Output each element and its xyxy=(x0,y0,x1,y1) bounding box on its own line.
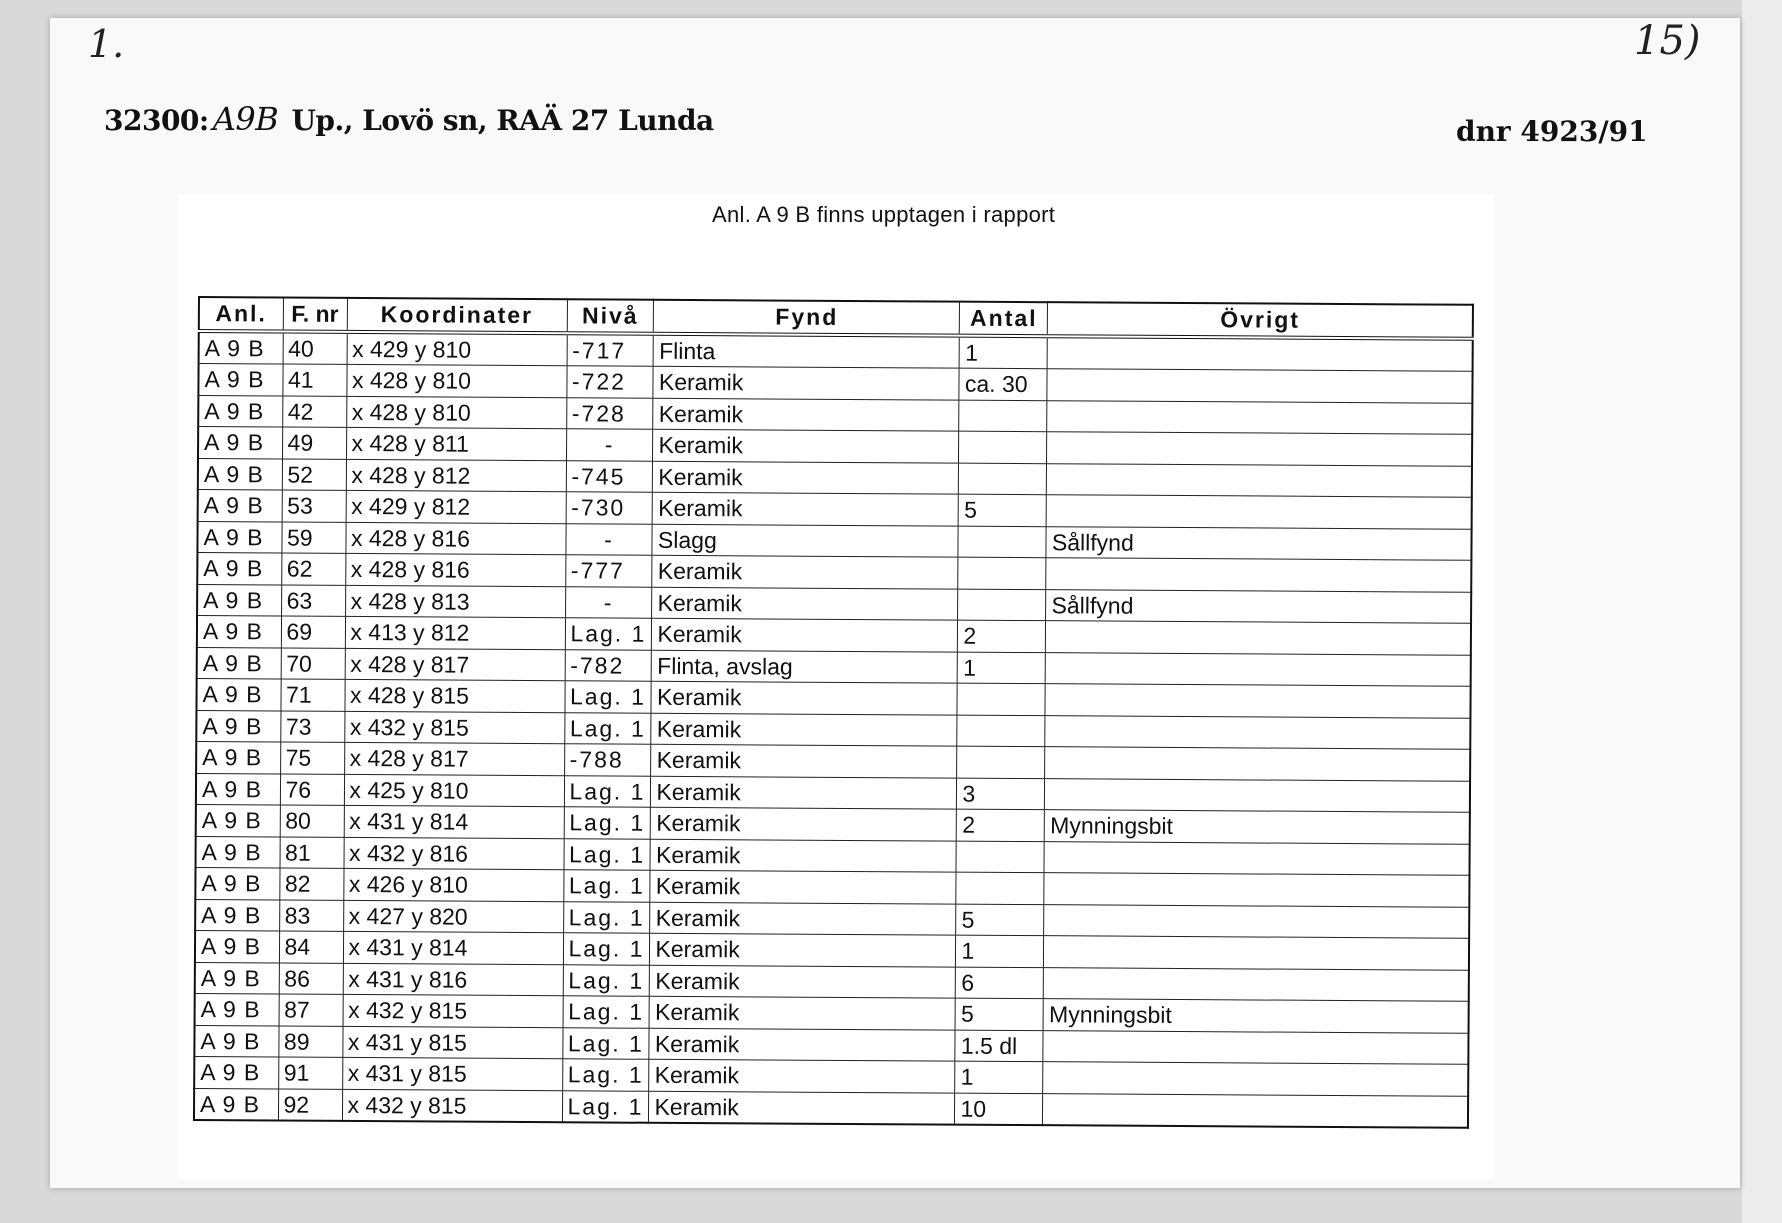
cell-anl: A 9 B xyxy=(198,427,282,459)
cell-ovrigt xyxy=(1045,715,1470,749)
cell-ovrigt xyxy=(1044,967,1469,1001)
header-fynd: Fynd xyxy=(654,300,960,335)
cell-antal: 5 xyxy=(956,904,1044,936)
cell-ovrigt xyxy=(1048,336,1473,372)
cell-antal: 1 xyxy=(958,652,1046,684)
cell-fnr: 75 xyxy=(280,742,344,774)
cell-koordinater: x 428 y 813 xyxy=(345,585,565,618)
cell-anl: A 9 B xyxy=(197,521,281,553)
cell-antal xyxy=(958,557,1046,589)
table-body xyxy=(194,331,1473,1128)
cell-fynd: Flinta xyxy=(654,333,960,368)
cell-koordinater: x 426 y 810 xyxy=(343,868,563,901)
cell-antal: 2 xyxy=(957,809,1045,841)
cell-ovrigt: Sållfynd xyxy=(1046,589,1471,623)
cell-antal: 2 xyxy=(958,620,1046,652)
table-row xyxy=(194,1088,1468,1128)
cell-fynd: Keramik xyxy=(653,429,959,462)
cell-antal xyxy=(958,589,1046,621)
header-niva: Nivå xyxy=(567,299,654,333)
cell-koordinater: x 428 y 812 xyxy=(346,459,566,492)
cell-antal xyxy=(959,400,1047,432)
cell-ovrigt xyxy=(1046,558,1471,592)
handwritten-page-number: 15) xyxy=(1634,18,1701,64)
cell-fynd: Keramik xyxy=(652,555,958,588)
cell-antal: ca. 30 xyxy=(959,368,1047,400)
cell-fynd: Keramik xyxy=(651,713,957,746)
cell-fynd: Keramik xyxy=(653,492,959,525)
cell-fynd: Keramik xyxy=(653,366,959,399)
cell-ovrigt xyxy=(1044,841,1469,875)
cell-niva: Lag. 1 xyxy=(563,964,650,996)
cell-ovrigt xyxy=(1047,463,1472,497)
cell-fnr: 40 xyxy=(283,331,347,364)
cell-anl: A 9 B xyxy=(196,836,280,868)
cell-fnr: 76 xyxy=(280,774,344,806)
cell-ovrigt xyxy=(1045,684,1470,718)
cell-fynd: Keramik xyxy=(653,398,959,431)
cell-fnr: 91 xyxy=(278,1057,342,1089)
cell-fnr: 63 xyxy=(281,585,345,617)
cell-ovrigt xyxy=(1043,1030,1468,1064)
cell-koordinater: x 429 y 812 xyxy=(346,490,566,523)
cell-fynd: Keramik xyxy=(651,776,957,809)
cell-anl: A 9 B xyxy=(195,993,279,1025)
cell-niva: Lag. 1 xyxy=(563,901,650,933)
cell-fnr: 70 xyxy=(281,648,345,680)
handwritten-annotation: A9B xyxy=(212,100,279,138)
cell-fnr: 84 xyxy=(279,931,343,963)
cell-ovrigt xyxy=(1045,747,1470,781)
cell-fynd: Keramik xyxy=(650,839,956,872)
cell-fnr: 86 xyxy=(279,963,343,995)
dnr-reference: dnr 4923/91 xyxy=(1456,115,1648,148)
header-anl: Anl. xyxy=(199,297,283,331)
cell-antal xyxy=(959,463,1047,495)
header-antal: Antal xyxy=(960,302,1048,336)
cell-koordinater: x 427 y 820 xyxy=(343,900,563,933)
handwritten-item-number: 1. xyxy=(88,22,125,66)
cell-ovrigt xyxy=(1046,652,1471,686)
cell-niva: - xyxy=(566,429,653,461)
cell-fnr: 82 xyxy=(279,868,343,900)
cell-koordinater: x 432 y 816 xyxy=(344,837,564,870)
cell-koordinater: x 429 y 810 xyxy=(347,331,567,365)
cell-fnr: 42 xyxy=(282,396,346,428)
cell-koordinater: x 431 y 815 xyxy=(342,1057,562,1090)
header-fnr: F. nr xyxy=(283,298,347,332)
cell-niva: Lag. 1 xyxy=(564,807,651,839)
cell-fnr: 92 xyxy=(278,1089,342,1121)
cell-fnr: 71 xyxy=(280,679,344,711)
cell-fynd: Slagg xyxy=(652,524,958,557)
cell-niva: Lag. 1 xyxy=(563,996,650,1028)
cell-ovrigt xyxy=(1047,400,1472,434)
cell-niva: Lag. 1 xyxy=(562,1027,649,1059)
cell-anl: A 9 B xyxy=(194,1025,278,1057)
cell-fnr: 87 xyxy=(279,994,343,1026)
cell-ovrigt xyxy=(1047,495,1472,529)
card-heading xyxy=(104,100,714,138)
cell-antal: 1 xyxy=(956,935,1044,967)
cell-anl: A 9 B xyxy=(197,616,281,648)
cell-anl: A 9 B xyxy=(195,867,279,899)
finds-table xyxy=(193,296,1474,1129)
cell-niva: -788 xyxy=(564,744,651,776)
cell-anl: A 9 B xyxy=(195,930,279,962)
cell-antal xyxy=(959,431,1047,463)
cell-fynd: Keramik xyxy=(649,996,955,1029)
cell-fynd: Keramik xyxy=(650,965,956,998)
heading-title: Up., Lovö sn, RAÄ 27 Lunda xyxy=(291,104,714,137)
cell-fnr: 80 xyxy=(280,805,344,837)
cell-niva: - xyxy=(565,523,652,555)
cell-fynd: Keramik xyxy=(649,1028,955,1061)
cell-anl: A 9 B xyxy=(194,1056,278,1088)
cell-anl: A 9 B xyxy=(194,1088,278,1121)
cell-ovrigt: Sållfynd xyxy=(1046,526,1471,560)
cell-koordinater: x 425 y 810 xyxy=(344,774,564,807)
cell-koordinater: x 428 y 810 xyxy=(346,396,566,429)
cell-fynd: Flinta, avslag xyxy=(652,650,958,683)
cell-fynd: Keramik xyxy=(652,618,958,651)
cell-koordinater: x 428 y 811 xyxy=(346,427,566,460)
cell-antal: 6 xyxy=(956,967,1044,999)
cell-antal: 1.5 dl xyxy=(955,1030,1043,1062)
cell-antal: 1 xyxy=(955,1061,1043,1093)
cell-koordinater: x 432 y 815 xyxy=(342,1089,562,1122)
cell-ovrigt xyxy=(1044,936,1469,970)
cell-fynd: Keramik xyxy=(651,681,957,714)
cell-anl: A 9 B xyxy=(196,678,280,710)
cell-fnr: 49 xyxy=(282,427,346,459)
cell-niva: Lag. 1 xyxy=(564,681,651,713)
sheet-caption: Anl. A 9 B finns upptagen i rapport xyxy=(712,202,1056,227)
cell-fynd: Keramik xyxy=(652,587,958,620)
cell-koordinater: x 428 y 810 xyxy=(346,364,566,397)
cell-antal xyxy=(957,683,1045,715)
background-edge xyxy=(1742,0,1782,1223)
cell-koordinater: x 432 y 815 xyxy=(344,711,564,744)
cell-fnr: 83 xyxy=(279,900,343,932)
cell-niva: Lag. 1 xyxy=(564,838,651,870)
cell-anl: A 9 B xyxy=(198,395,282,427)
cell-anl: A 9 B xyxy=(198,490,282,522)
cell-niva: -782 xyxy=(565,649,652,681)
cell-antal xyxy=(957,715,1045,747)
cell-antal xyxy=(957,746,1045,778)
header-ovrigt: Övrigt xyxy=(1048,302,1473,338)
cell-ovrigt xyxy=(1043,1093,1468,1128)
cell-ovrigt: Mynningsbit xyxy=(1043,999,1468,1033)
cell-koordinater: x 431 y 815 xyxy=(342,1026,562,1059)
cell-koordinater: x 428 y 816 xyxy=(345,522,565,555)
cell-anl: A 9 B xyxy=(195,899,279,931)
cell-fnr: 41 xyxy=(282,364,346,396)
cell-anl: A 9 B xyxy=(196,773,280,805)
cell-fnr: 52 xyxy=(282,459,346,491)
cell-koordinater: x 431 y 814 xyxy=(343,931,563,964)
cell-ovrigt xyxy=(1047,432,1472,466)
cell-antal xyxy=(958,526,1046,558)
cell-anl: A 9 B xyxy=(197,553,281,585)
cell-niva: Lag. 1 xyxy=(563,933,650,965)
cell-koordinater: x 431 y 814 xyxy=(344,805,564,838)
cell-anl: A 9 B xyxy=(196,741,280,773)
cell-antal: 3 xyxy=(957,778,1045,810)
cell-anl: A 9 B xyxy=(197,647,281,679)
cell-niva: - xyxy=(565,586,652,618)
cell-ovrigt: Mynningsbit xyxy=(1045,810,1470,844)
cell-ovrigt xyxy=(1046,621,1471,655)
cell-koordinater: x 431 y 816 xyxy=(343,963,563,996)
cell-antal: 5 xyxy=(959,494,1047,526)
cell-fynd: Keramik xyxy=(650,870,956,903)
cell-anl: A 9 B xyxy=(198,458,282,490)
cell-ovrigt xyxy=(1047,369,1472,403)
cell-niva: -777 xyxy=(565,555,652,587)
cell-niva: Lag. 1 xyxy=(564,775,651,807)
cell-antal xyxy=(956,841,1044,873)
cell-ovrigt xyxy=(1044,904,1469,938)
cell-niva: Lag. 1 xyxy=(565,618,652,650)
cell-niva: -730 xyxy=(566,492,653,524)
cell-fynd: Keramik xyxy=(649,1091,955,1125)
cell-fynd: Keramik xyxy=(653,461,959,494)
cell-koordinater: x 428 y 815 xyxy=(344,679,564,712)
cell-koordinater: x 413 y 812 xyxy=(345,616,565,649)
cell-anl: A 9 B xyxy=(199,331,283,365)
cell-fynd: Keramik xyxy=(651,807,957,840)
cell-antal: 10 xyxy=(955,1093,1043,1126)
cell-anl: A 9 B xyxy=(196,804,280,836)
cell-niva: -745 xyxy=(566,460,653,492)
header-koordinater: Koordinater xyxy=(347,298,567,333)
cell-fnr: 53 xyxy=(282,490,346,522)
cell-niva: -728 xyxy=(566,397,653,429)
cell-ovrigt xyxy=(1043,1062,1468,1096)
cell-fnr: 81 xyxy=(280,837,344,869)
cell-fnr: 89 xyxy=(278,1026,342,1058)
cell-fynd: Keramik xyxy=(650,902,956,935)
cell-koordinater: x 428 y 817 xyxy=(344,742,564,775)
cell-anl: A 9 B xyxy=(195,962,279,994)
cell-niva: Lag. 1 xyxy=(562,1059,649,1091)
cell-niva: Lag. 1 xyxy=(562,1090,649,1123)
cell-niva: Lag. 1 xyxy=(563,870,650,902)
cell-niva: -722 xyxy=(566,366,653,398)
cell-niva: Lag. 1 xyxy=(564,712,651,744)
cell-fnr: 62 xyxy=(281,553,345,585)
cell-anl: A 9 B xyxy=(196,710,280,742)
heading-prefix: 32300: xyxy=(104,104,209,137)
cell-fnr: 73 xyxy=(280,711,344,743)
cell-fynd: Keramik xyxy=(651,744,957,777)
cell-koordinater: x 428 y 817 xyxy=(345,648,565,681)
cell-koordinater: x 432 y 815 xyxy=(343,994,563,1027)
cell-fnr: 69 xyxy=(281,616,345,648)
cell-anl: A 9 B xyxy=(197,584,281,616)
cell-koordinater: x 428 y 816 xyxy=(345,553,565,586)
cell-ovrigt xyxy=(1044,873,1469,907)
cell-ovrigt xyxy=(1045,778,1470,812)
cell-fynd: Keramik xyxy=(649,1059,955,1092)
cell-anl: A 9 B xyxy=(198,364,282,396)
cell-antal: 1 xyxy=(960,335,1048,369)
cell-niva: -717 xyxy=(567,333,654,367)
cell-fynd: Keramik xyxy=(650,933,956,966)
cell-antal xyxy=(956,872,1044,904)
cell-antal: 5 xyxy=(955,998,1043,1030)
cell-fnr: 59 xyxy=(281,522,345,554)
